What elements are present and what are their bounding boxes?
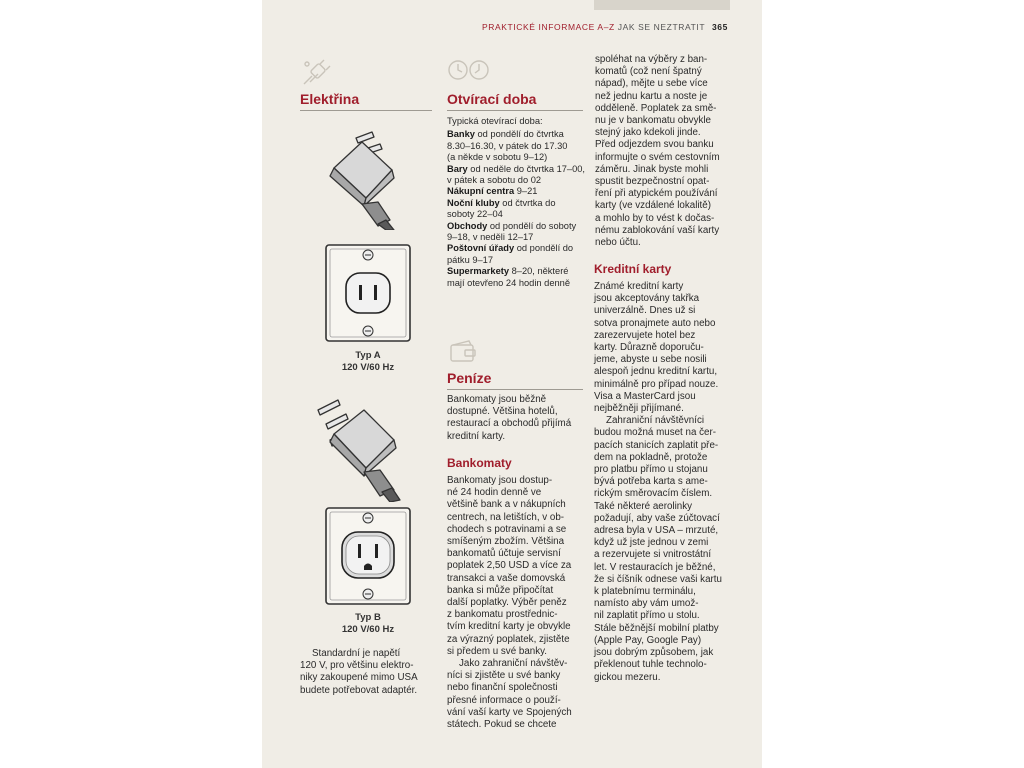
hours-entry-label: Noční kluby bbox=[447, 197, 500, 208]
type-b-spec: 120 V/60 Hz bbox=[341, 624, 395, 635]
atms-text bbox=[447, 475, 589, 731]
money-line: Bankomaty jsou běžně bbox=[447, 394, 547, 405]
atms-continued-line: karty (ve vzdálené lokalitě) bbox=[595, 200, 711, 212]
credit-cards-line: Také některé aerolinky bbox=[594, 500, 693, 512]
credit-cards-text bbox=[594, 281, 736, 684]
hours-entry-text: 8.30–16.30, v pátek do 17.30 bbox=[447, 140, 568, 151]
hours-entry-label: Bary bbox=[447, 163, 468, 174]
electricity-rule bbox=[300, 110, 432, 111]
atms-continued-line: spustit bezpečnostní opat- bbox=[595, 176, 710, 188]
atms-line: Bankomaty jsou dostup- bbox=[447, 475, 553, 486]
credit-cards-line: Stále běžnější mobilní platby bbox=[594, 622, 719, 634]
atms-line: přesné informace o použí- bbox=[447, 694, 561, 706]
atms-line: né 24 hodin denně ve bbox=[447, 487, 542, 499]
atms-heading: Bankomaty bbox=[447, 456, 512, 470]
hours-entry-shops bbox=[447, 221, 589, 232]
type-a-spec: 120 V/60 Hz bbox=[341, 362, 395, 373]
electricity-line: Standardní je napětí bbox=[312, 648, 401, 659]
atms-line: za výrazný poplatek, zjistěte bbox=[447, 633, 570, 645]
type-a-outlet-illustration bbox=[324, 243, 412, 343]
atms-continued-line: nému zablokování vaší karty bbox=[595, 224, 720, 236]
credit-cards-line: minimálně pro případ nouze. bbox=[594, 378, 719, 390]
money-heading: Peníze bbox=[447, 370, 492, 386]
hours-entry-text: v pátek a sobotu do 02 bbox=[447, 175, 542, 186]
atms-line: nebo finanční společnosti bbox=[447, 682, 558, 694]
credit-cards-line: sotva pronajmete auto nebo bbox=[594, 317, 716, 329]
credit-cards-line: nejběžněji přijímané. bbox=[594, 403, 684, 415]
atms-line: transakci a vaše domovská bbox=[447, 572, 566, 584]
atms-continued-line: nebo účtu. bbox=[595, 237, 641, 249]
credit-cards-line: že si číšník odnese vaši kartu bbox=[594, 573, 722, 585]
hours-entry-text: pátku 9–17 bbox=[447, 254, 494, 265]
hours-entry-banks bbox=[447, 129, 589, 140]
atms-line: bankomatů účtuje servisní bbox=[447, 548, 561, 560]
credit-cards-line: budou možná muset na čer- bbox=[594, 427, 716, 439]
credit-cards-line: jeme, abyste u sebe nosili bbox=[594, 354, 707, 366]
credit-cards-line: k platebnímu terminálu, bbox=[594, 586, 696, 598]
hours-entry-text: od pondělí do čtvrtka bbox=[474, 129, 564, 140]
hours-entry-label: Supermarkety bbox=[447, 266, 510, 277]
credit-cards-line: alespoň jednu kreditní kartu, bbox=[594, 366, 718, 378]
credit-cards-heading: Kreditní karty bbox=[594, 262, 672, 276]
money-rule bbox=[447, 389, 583, 390]
hours-entry-post bbox=[447, 243, 589, 254]
atms-line: centrech, na letištích, v ob- bbox=[447, 511, 565, 523]
atms-continued-line: stejný jako kdekoli jinde. bbox=[595, 127, 701, 139]
electricity-line: 120 V, pro většinu elektro- bbox=[300, 660, 414, 672]
hours-entry-text: mají otevřeno 24 hodin denně bbox=[447, 277, 571, 288]
opening-hours-intro: Typická otevírací doba: bbox=[447, 116, 543, 126]
money-line: dostupné. Většina hotelů, bbox=[447, 406, 558, 418]
atms-line: další poplatky. Výběr peněz bbox=[447, 597, 567, 609]
credit-cards-line: gickou mezeru. bbox=[594, 671, 661, 683]
atms-line: si předem u své banky. bbox=[447, 645, 548, 657]
atms-continued-text bbox=[595, 54, 735, 249]
atms-continued-line: záměru. Jinak byste mohli bbox=[595, 163, 709, 175]
credit-cards-line: Visa a MasterCard jsou bbox=[594, 390, 696, 402]
hours-entry-text: 9–18, v neděli 12–17 bbox=[447, 232, 534, 243]
credit-cards-line: pacích stanicích zaplatit pře- bbox=[594, 439, 719, 451]
type-b-caption bbox=[324, 612, 412, 636]
hours-entry-text: 8–20, některé bbox=[509, 266, 569, 277]
money-line: restaurací a obchodů přijímá bbox=[447, 418, 572, 430]
atms-continued-line: informujte o svém cestovním bbox=[595, 151, 720, 163]
atms-continued-line: komatů (což není špatný bbox=[595, 66, 702, 78]
credit-cards-line: dem na pokladně, protože bbox=[594, 451, 708, 463]
money-text bbox=[447, 394, 589, 443]
atms-line: Jako zahraniční návštěv- bbox=[459, 658, 568, 670]
atms-continued-line: nápad), mějte u sebe více bbox=[595, 78, 708, 90]
type-a-caption bbox=[324, 350, 412, 374]
credit-cards-line: pro platbu přímo u stojanu bbox=[594, 464, 708, 476]
hours-entry-text: od pondělí do soboty bbox=[487, 220, 577, 231]
hours-entry-malls bbox=[447, 186, 589, 197]
hours-entry-text: od čtvrtka do bbox=[499, 197, 556, 208]
type-a-plug-illustration bbox=[316, 128, 416, 230]
hours-entry-text: 9–21 bbox=[514, 186, 538, 197]
hours-entry-label: Poštovní úřady bbox=[447, 243, 515, 254]
atms-continued-line: nu je v bankomatu obvykle bbox=[595, 115, 711, 127]
hours-entry-nightclubs bbox=[447, 198, 589, 209]
money-line: kreditní karty. bbox=[447, 430, 506, 442]
credit-cards-line: Známé kreditní karty bbox=[594, 281, 684, 292]
hours-entry-text: od neděle do čtvrtka 17–00, bbox=[467, 163, 586, 174]
credit-cards-line: Zahraniční návštěvníci bbox=[606, 415, 705, 427]
credit-cards-line: a rezervujete si vnitrostátní bbox=[594, 549, 712, 561]
credit-cards-line: nil zaplatit přímo u stolu. bbox=[594, 610, 700, 622]
credit-cards-line: když už jste jednou v zemi bbox=[594, 537, 709, 549]
atms-line: vání vaší karty ve Spojených bbox=[447, 706, 572, 718]
atms-line: poplatek 2,50 USD a více za bbox=[447, 560, 572, 572]
credit-cards-line: (Apple Pay, Google Pay) bbox=[594, 634, 702, 646]
atms-line: banka si může připočítat bbox=[447, 584, 554, 596]
credit-cards-line: překlenout tuhle technolo- bbox=[594, 659, 707, 671]
credit-cards-line: jsou dobrým způsobem, jak bbox=[594, 647, 714, 659]
hours-entry-text: od pondělí do bbox=[514, 243, 574, 254]
atms-line: většině bank a v nákupních bbox=[447, 499, 566, 511]
hours-entry-text: (a někde v sobotu 9–12) bbox=[447, 152, 548, 163]
opening-hours-rule bbox=[447, 110, 583, 111]
electricity-heading: Elektřina bbox=[300, 91, 360, 107]
electricity-line: niky zakoupené mimo USA bbox=[300, 672, 418, 684]
header-subtitle: JAK SE NEZTRATIT bbox=[617, 22, 706, 32]
header-section: PRAKTICKÉ INFORMACE A–Z bbox=[482, 22, 615, 32]
type-b-outlet-illustration bbox=[324, 506, 412, 606]
atms-line: smíšeným zbožím. Většina bbox=[447, 536, 565, 548]
credit-cards-line: zarezervujete hotel bez bbox=[594, 329, 696, 341]
electricity-line: budete potřebovat adaptér. bbox=[300, 684, 418, 696]
hours-entry-label: Banky bbox=[447, 129, 475, 140]
hours-entry-label: Obchody bbox=[447, 220, 488, 231]
atms-continued-line: spoléhat na výběry z ban- bbox=[595, 54, 708, 65]
credit-cards-line: let. V restauracích je běžné, bbox=[594, 561, 716, 573]
clock-icon bbox=[447, 58, 491, 84]
atms-continued-line: než jednu kartu a noste je bbox=[595, 90, 708, 102]
opening-hours-heading: Otvírací doba bbox=[447, 91, 537, 107]
atms-line: chodech s potravinami a se bbox=[447, 523, 567, 535]
hours-entry-label: Nákupní centra bbox=[447, 186, 515, 197]
credit-cards-line: adresa byla v USA – mrzuté, bbox=[594, 525, 719, 537]
atms-line: státech. Pokud se chcete bbox=[447, 719, 557, 731]
credit-cards-line: univerzálně. Dnes už si bbox=[594, 305, 696, 317]
atms-continued-line: Před odjezdem svou banku bbox=[595, 139, 714, 151]
type-b-plug-illustration bbox=[308, 394, 418, 502]
hours-entry-text: soboty 22–04 bbox=[447, 209, 503, 220]
atms-line: z bankomatu prostřednic- bbox=[447, 609, 558, 621]
credit-cards-line: bývá potřeba karta s ame- bbox=[594, 476, 708, 488]
atms-continued-line: odděleně. Poplatek za smě- bbox=[595, 102, 717, 114]
credit-cards-line: jsou akceptovány takřka bbox=[594, 293, 700, 305]
top-strip bbox=[594, 0, 730, 10]
credit-cards-line: namísto aby vám umož- bbox=[594, 598, 699, 610]
type-b-label: Typ B bbox=[355, 612, 381, 623]
hours-entry-bars bbox=[447, 164, 589, 175]
credit-cards-line: karty. Důrazně doporuču- bbox=[594, 342, 704, 354]
credit-cards-line: rickým směrovacím číslem. bbox=[594, 488, 713, 500]
atms-continued-line: ření při atypickém používání bbox=[595, 188, 718, 200]
running-header bbox=[482, 22, 728, 32]
atms-continued-line: a mohlo by to vést k dočas- bbox=[595, 212, 715, 224]
opening-hours-list bbox=[447, 116, 589, 289]
page-number: 365 bbox=[711, 22, 728, 32]
type-a-label: Typ A bbox=[355, 350, 381, 361]
atms-line: níci si zjistěte u své banky bbox=[447, 670, 561, 682]
plug-icon bbox=[298, 56, 334, 90]
atms-line: tvím kreditní karty je obvykle bbox=[447, 621, 571, 633]
electricity-text bbox=[300, 648, 438, 697]
credit-cards-line: požadují, aby vaše zúčtovací bbox=[594, 512, 720, 524]
hours-entry-supermarkets bbox=[447, 266, 589, 277]
wallet-icon bbox=[449, 340, 479, 364]
